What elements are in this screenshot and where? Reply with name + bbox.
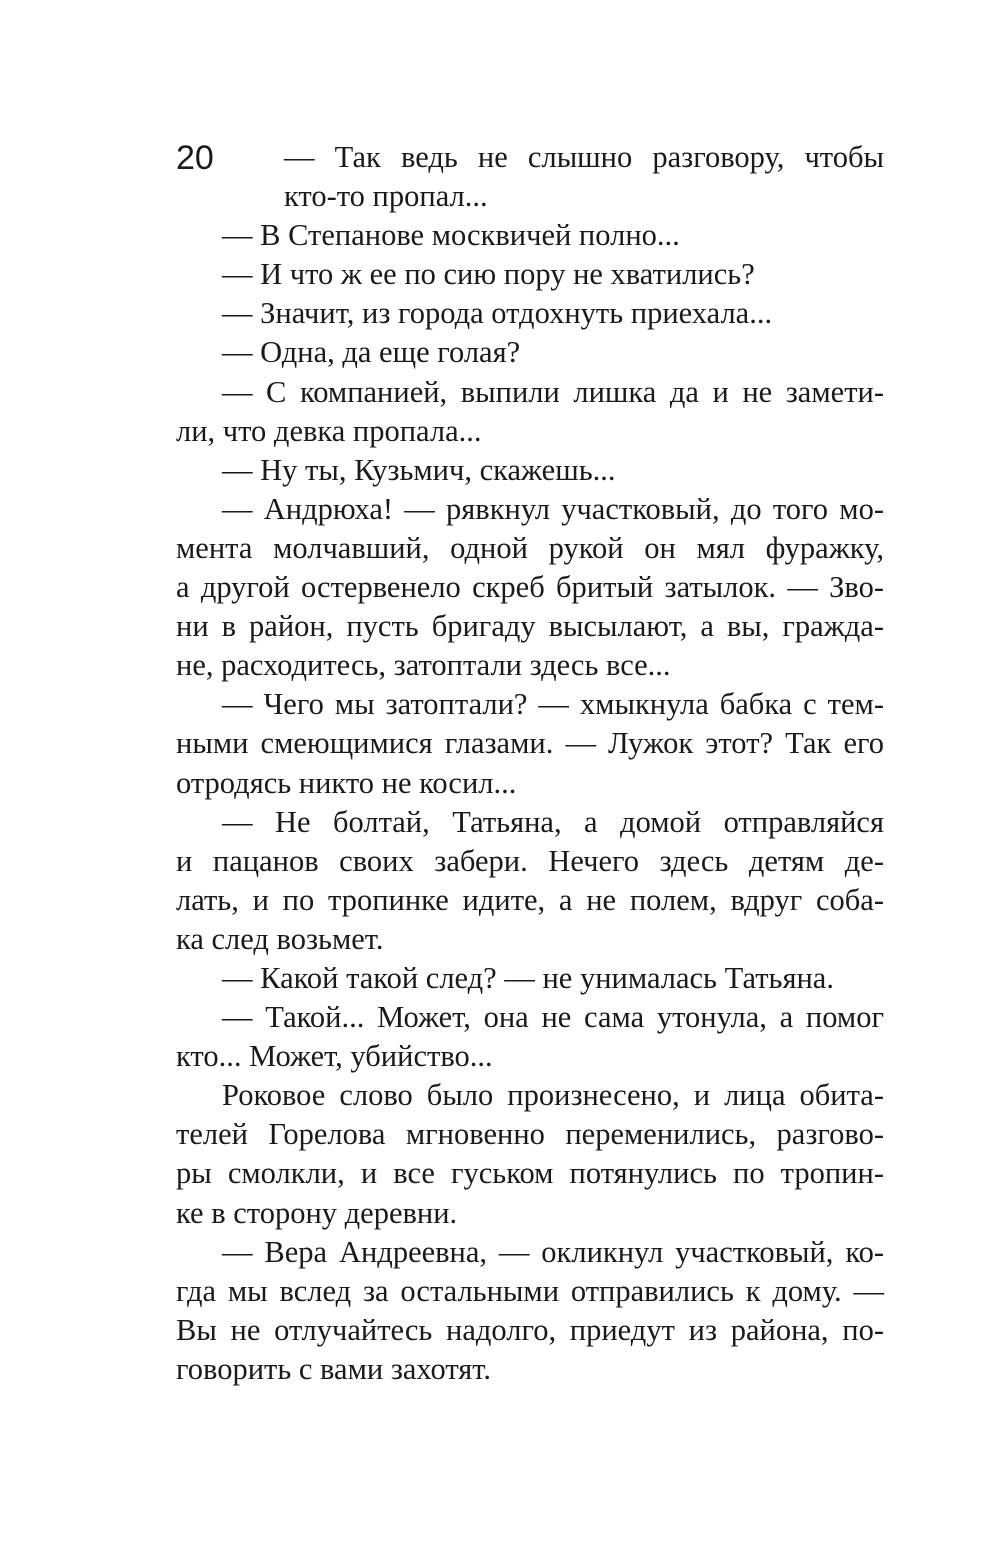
text-line: ли, что девка пропала... — [176, 413, 482, 448]
text-line: отродясь никто не косил... — [176, 765, 517, 800]
text-line: — Одна, да еще голая? — [222, 335, 521, 370]
text-line: Роковое слово было произнесено, и лица обита- — [222, 1078, 884, 1113]
body-text — [176, 138, 884, 1389]
text-line: ры смолкли, и все гуськом потянулись по тропин- — [176, 1156, 884, 1191]
text-line: кто-то пропал... — [284, 179, 488, 214]
text-line: — В Степанове москвичей полно... — [222, 218, 680, 253]
text-line: — Андрюха! — рявкнул участковый, до того мо- — [222, 491, 884, 526]
text-line: — Такой... Может, она не сама утонула, а помог — [222, 1000, 884, 1035]
text-line: лать, и по тропинке идите, а не полем, вдруг соба- — [176, 882, 884, 917]
text-line: кто... Может, убийство... — [176, 1039, 493, 1074]
text-line: а другой остервенело скреб бритый затылок. — Зво- — [176, 570, 884, 605]
text-line: ке в сторону деревни. — [176, 1195, 458, 1230]
text-line: ни в район, пусть бригаду высылают, а вы, гражда- — [176, 609, 884, 644]
text-line: не, расходитесь, затоптали здесь все... — [176, 648, 671, 683]
text-line: — Вера Андреевна, — окликнул участковый, ко- — [222, 1234, 884, 1269]
text-line: — Значит, из города отдохнуть приехала... — [222, 296, 773, 331]
text-line: — И что ж ее по сию пору не хватились? — [222, 257, 755, 292]
text-line: телей Горелова мгновенно переменились, разгово- — [176, 1117, 884, 1152]
text-line: — Не болтай, Татьяна, а домой отправляйся — [222, 804, 884, 839]
text-line: Вы не отлучайтесь надолго, приедут из района, по- — [176, 1312, 884, 1347]
text-line: — Ну ты, Кузьмич, скажешь... — [222, 452, 616, 487]
text-line: — Чего мы затоптали? — хмыкнула бабка с тем- — [222, 687, 884, 722]
text-line: ными смеющимися глазами. — Лужок этот? Так его — [176, 726, 884, 761]
text-line: ка след возьмет. — [176, 921, 384, 956]
text-line: и пацанов своих забери. Нечего здесь детям де- — [176, 843, 884, 878]
text-line: — Какой такой след? — не унималась Татьяна. — [222, 960, 834, 995]
text-line: — Так ведь не слышно разговору, чтобы — [284, 140, 884, 174]
text-line: мента молчавший, одной рукой он мял фуражку, — [176, 530, 884, 565]
page-number: 20 — [176, 139, 214, 177]
text-line: — С компанией, выпили лишка да и не замети- — [222, 374, 884, 409]
text-line: гда мы вслед за остальными отправились к дому. — — [176, 1273, 884, 1308]
text-line: говорить с вами захотят. — [176, 1351, 491, 1386]
